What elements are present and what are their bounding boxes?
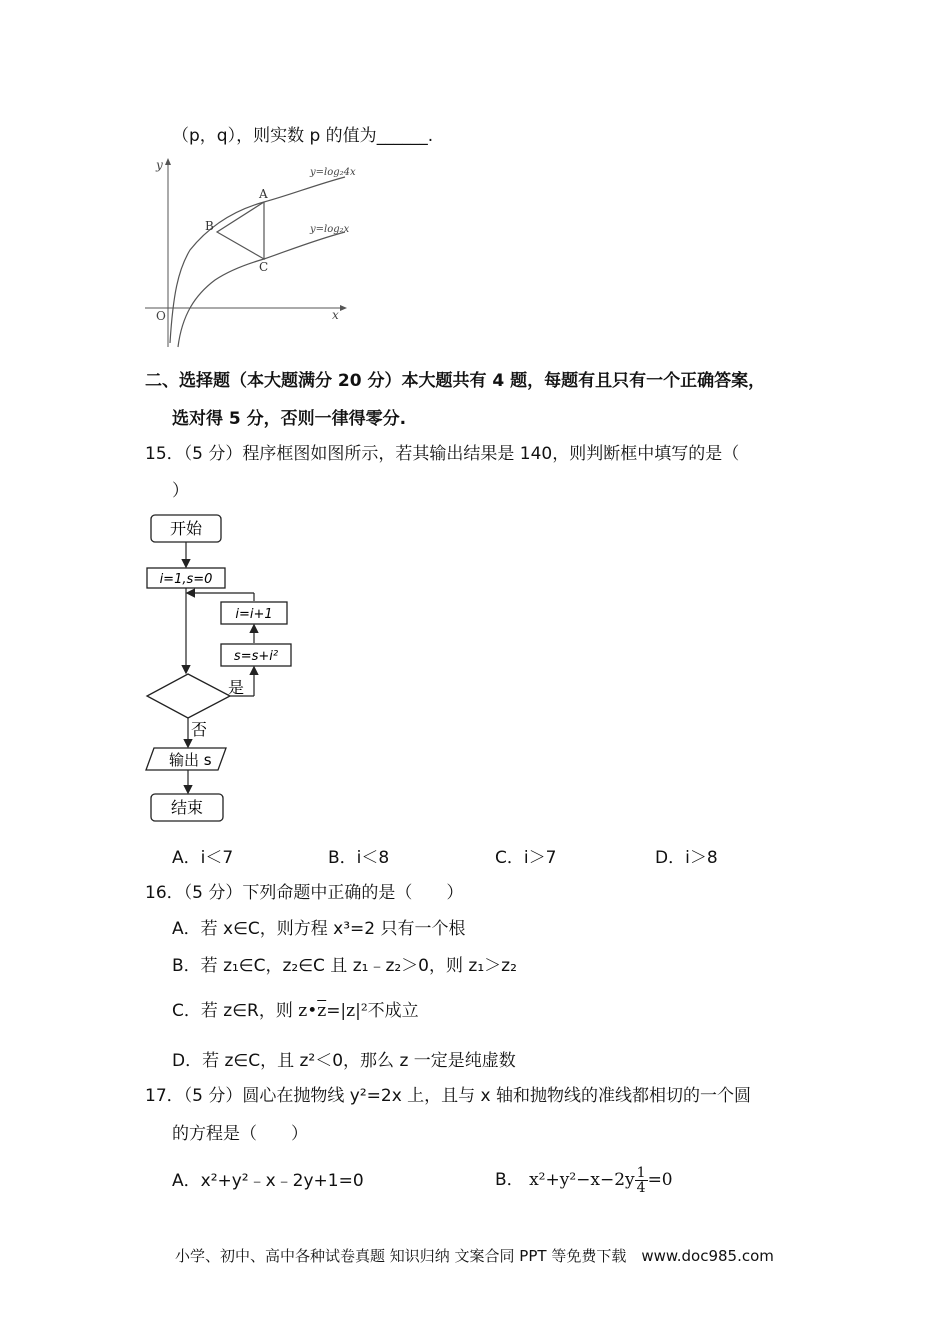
q16-option-c: C．若 z∈R，则 $z•\overline{z}=|z|^2$不成立 xyxy=(172,1001,419,1021)
origin-label: O xyxy=(156,309,166,323)
curve-upper-label: y=log₂4x xyxy=(310,167,356,178)
flow-end-label: 结束 xyxy=(170,798,204,817)
x-axis-label: x xyxy=(332,308,339,322)
curve-lower-label: y=log₂x xyxy=(310,224,350,235)
section-2-heading-line1: 二、选择题（本大题满分 20 分）本大题共有 4 题，每题有且只有一个正确答案， xyxy=(145,371,766,391)
q15-option-b: B．i＜8 xyxy=(328,848,390,868)
q16-c-formula: $z•\overline{z}=|z|^2$ xyxy=(298,1001,368,1021)
y-axis-label: y xyxy=(156,158,163,172)
answer-blank: ______ xyxy=(376,126,428,146)
y-axis-arrow-icon xyxy=(165,158,171,165)
q17-stem-line2: 的方程是（ ） xyxy=(172,1124,308,1144)
q15-stem-line1: 15．（5 分）程序框图如图所示，若其输出结果是 140，则判断框中填写的是（ xyxy=(145,444,740,464)
flow-output-label: 输出 s xyxy=(169,751,212,769)
point-b-label: B xyxy=(205,219,214,233)
log-graph-figure xyxy=(140,155,365,350)
q16-option-b: B．若 z₁∈C，z₂∈C 且 z₁﹣z₂＞0，则 z₁＞z₂ xyxy=(172,956,517,976)
q15-stem-line2: ） xyxy=(172,481,189,501)
x-axis-arrow-icon xyxy=(340,305,347,311)
q15-flowchart xyxy=(140,510,310,830)
q14-tail-line: （p，q），则实数 p 的值为______. xyxy=(172,126,434,146)
q16-option-d: D．若 z∈C，且 z²＜0，那么 z 一定是纯虚数 xyxy=(172,1051,516,1071)
flow-no-label: 否 xyxy=(191,720,208,739)
flow-yes-label: 是 xyxy=(228,678,245,697)
fraction: $\frac{1}{4}$ xyxy=(636,1165,646,1196)
page-footer: 小学、初中、高中各种试卷真题 知识归纳 文案合同 PPT 等免费下载 www.doc985.com xyxy=(175,1247,774,1265)
q15-option-c: C．i＞7 xyxy=(495,848,557,868)
section-2-heading-line2: 选对得 5 分，否则一律得零分. xyxy=(172,409,407,429)
q15-option-d: D．i＞8 xyxy=(655,848,718,868)
q16-stem: 16．（5 分）下列命题中正确的是（ ） xyxy=(145,883,464,903)
q17-stem-line1: 17．（5 分）圆心在抛物线 y²=2x 上，且与 x 轴和抛物线的准线都相切的一个圆 xyxy=(145,1086,752,1106)
flow-start-label: 开始 xyxy=(169,519,203,538)
q15-option-a: A．i＜7 xyxy=(172,848,234,868)
flow-decision-diamond xyxy=(147,674,230,718)
flow-accumulate-label: s=s+i² xyxy=(233,649,279,664)
point-c-label: C xyxy=(259,260,269,274)
q16-option-a: A．若 x∈C，则方程 x³=2 只有一个根 xyxy=(172,919,466,939)
q17-option-b: B． x²+y²−x−2y $\frac{1}{4}$ =0 xyxy=(495,1165,673,1196)
curve-log2-4x xyxy=(170,177,345,343)
q17-b-formula: x²+y²−x−2y $\frac{1}{4}$ =0 xyxy=(529,1165,673,1196)
flow-init-label: i=1,s=0 xyxy=(159,572,213,587)
curve-log2-x xyxy=(178,232,345,347)
flow-increment-label: i=i+1 xyxy=(235,607,273,622)
q17-option-a: A．x²+y²﹣x﹣2y+1=0 xyxy=(172,1171,364,1191)
point-a-label: A xyxy=(259,187,268,201)
